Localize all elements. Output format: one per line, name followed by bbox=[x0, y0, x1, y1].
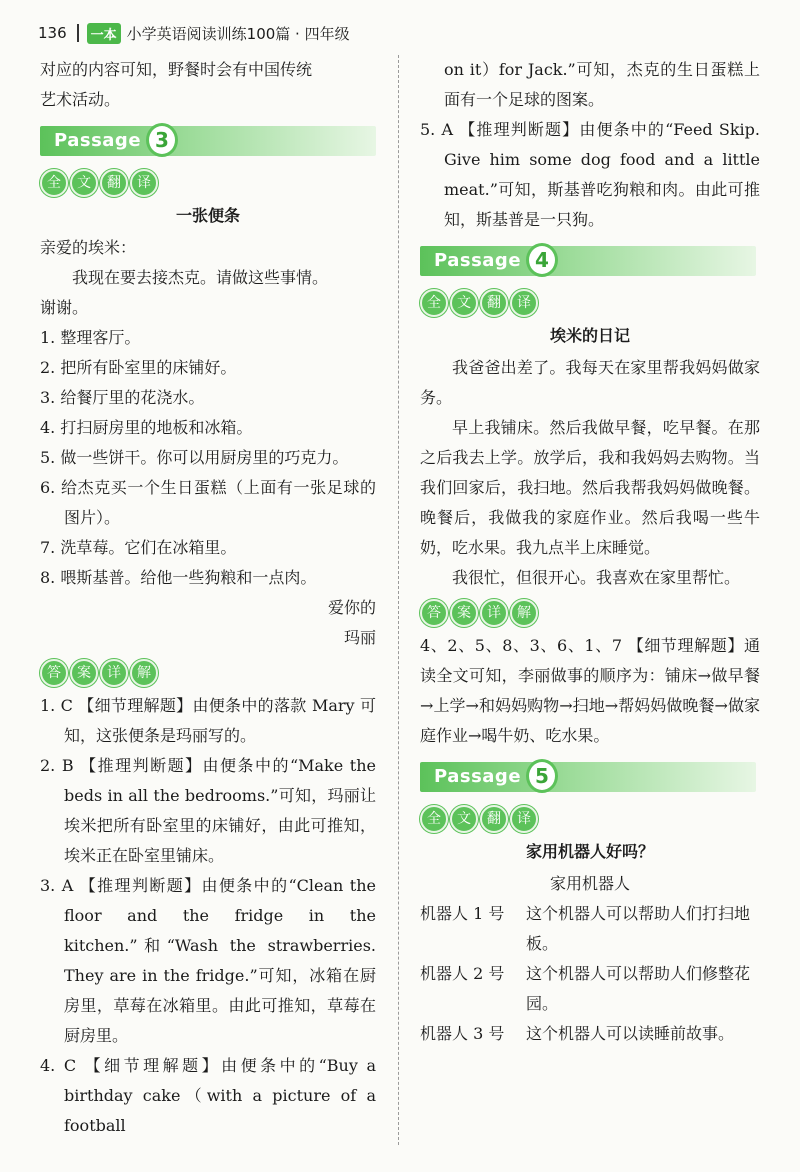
passage-label: Passage bbox=[54, 130, 142, 151]
robot-text: 这个机器人可以帮助人们修整花园。 bbox=[526, 964, 751, 1013]
answer-item: 3. A 【推理判断题】由便条中的“Clean the floor and the fridge in the kitchen.”和“Wash the strawberries. They are in the fridge.”可知，冰箱在厨房里，草莓在冰箱里。由此可推知，草莓在厨房里。 bbox=[40, 876, 376, 1045]
diary-paragraph: 我爸爸出差了。我每天在家里帮我妈妈做家务。 bbox=[420, 358, 760, 407]
robot-subtitle: 家用机器人 bbox=[549, 874, 630, 893]
robot-label: 机器人 3 号 bbox=[420, 1024, 505, 1043]
robot-label: 机器人 2 号 bbox=[420, 964, 505, 983]
badge-char: 案 bbox=[70, 659, 98, 687]
column-divider bbox=[398, 55, 399, 1145]
robot-text: 这个机器人可以读睡前故事。 bbox=[526, 1024, 735, 1043]
passage-label: Passage bbox=[434, 250, 522, 271]
page-header bbox=[38, 20, 350, 46]
answer-item: 4、2、5、8、3、6、1、7 【细节理解题】通读全文可知，李丽做事的顺序为：铺床→做早餐→上学→和妈妈购物→扫地→帮妈妈做晚餐→做家庭作业→喝牛奶、吃水果。 bbox=[420, 636, 760, 745]
translation-badge bbox=[420, 805, 760, 833]
badge-char: 解 bbox=[130, 659, 158, 687]
passage-5-heading bbox=[420, 759, 760, 795]
badge-char: 案 bbox=[450, 599, 478, 627]
list-item: 1. 整理客厅。 bbox=[40, 328, 141, 347]
list-item: 5. 做一些饼干。你可以用厨房里的巧克力。 bbox=[40, 448, 349, 467]
passage-label: Passage bbox=[434, 766, 522, 787]
answer-continuation: on it）for Jack.”可知，杰克的生日蛋糕上面有一个足球的图案。 bbox=[444, 60, 760, 109]
translation-badge bbox=[40, 169, 376, 197]
badge-char: 详 bbox=[100, 659, 128, 687]
note-signature: 玛丽 bbox=[343, 628, 376, 647]
badge-char: 答 bbox=[420, 599, 448, 627]
list-item: 2. 把所有卧室里的床铺好。 bbox=[40, 358, 237, 377]
brand-logo: 一本 bbox=[87, 23, 121, 44]
list-item: 6. 给杰克买一个生日蛋糕（上面有一张足球的图片）。 bbox=[40, 478, 376, 527]
note-closing: 爱你的 bbox=[327, 598, 376, 617]
answer-item: 1. C 【细节理解题】由便条中的落款 Mary 可知，这张便条是玛丽写的。 bbox=[40, 696, 376, 745]
robot-label: 机器人 1 号 bbox=[420, 904, 505, 923]
answer-item: 2. B 【推理判断题】由便条中的“Make the beds in all the bedrooms.”可知，玛丽让埃米把所有卧室里的床铺好，由此可推知，埃米正在卧室里铺床。 bbox=[40, 756, 376, 865]
list-item: 3. 给餐厅里的花浇水。 bbox=[40, 388, 205, 407]
badge-char: 详 bbox=[480, 599, 508, 627]
badge-char: 全 bbox=[420, 289, 448, 317]
passage-number: 5 bbox=[526, 759, 558, 793]
list-item: 8. 喂斯基普。给他一些狗粮和一点肉。 bbox=[40, 568, 317, 587]
badge-char: 答 bbox=[40, 659, 68, 687]
badge-char: 文 bbox=[450, 289, 478, 317]
right-column bbox=[420, 55, 760, 1049]
badge-char: 解 bbox=[510, 599, 538, 627]
robot-row bbox=[420, 959, 760, 1019]
diary-paragraph: 早上我铺床。然后我做早餐，吃早餐。在那之后我去上学。放学后，我和我妈妈去购物。当我们回家后，我扫地。然后我帮我妈妈做晚餐。晚餐后，我做我的家庭作业。然后我喝一些牛奶，吃水果。我九点半上床睡觉。 bbox=[420, 418, 760, 557]
badge-char: 翻 bbox=[480, 805, 508, 833]
badge-char: 文 bbox=[70, 169, 98, 197]
badge-char: 译 bbox=[510, 289, 538, 317]
badge-char: 翻 bbox=[480, 289, 508, 317]
intro-line-1: 对应的内容可知，野餐时会有中国传统 bbox=[40, 60, 313, 79]
list-item: 4. 打扫厨房里的地板和冰箱。 bbox=[40, 418, 253, 437]
passage-3-heading bbox=[40, 123, 376, 159]
note-greeting: 亲爱的埃米： bbox=[40, 238, 137, 257]
list-item: 7. 洗草莓。它们在冰箱里。 bbox=[40, 538, 237, 557]
badge-char: 全 bbox=[40, 169, 68, 197]
badge-char: 译 bbox=[510, 805, 538, 833]
translation-badge bbox=[420, 289, 760, 317]
header-divider bbox=[77, 24, 79, 42]
passage-4-heading bbox=[420, 243, 760, 279]
book-title: 小学英语阅读训练100篇 · 四年级 bbox=[126, 24, 350, 43]
diary-title: 埃米的日记 bbox=[549, 326, 630, 345]
badge-char: 翻 bbox=[100, 169, 128, 197]
note-title: 一张便条 bbox=[175, 206, 240, 225]
answer-item: 4. C 【细节理解题】由便条中的“Buy a birthday cake（with a picture of a football bbox=[40, 1056, 376, 1135]
page-number: 136 bbox=[38, 24, 67, 42]
intro-line-2: 艺术活动。 bbox=[40, 90, 121, 109]
answer-item: 5. A 【推理判断题】由便条中的“Feed Skip. Give him some dog food and a little meat.”可知，斯基普吃狗粮和肉。由此可推知，斯基普是一只狗。 bbox=[420, 120, 760, 229]
passage-number: 4 bbox=[526, 243, 558, 277]
note-thanks: 谢谢。 bbox=[40, 298, 89, 317]
diary-paragraph: 我很忙，但很开心。我喜欢在家里帮忙。 bbox=[452, 568, 741, 587]
badge-char: 全 bbox=[420, 805, 448, 833]
badge-char: 文 bbox=[450, 805, 478, 833]
note-body: 我现在要去接杰克。请做这些事情。 bbox=[72, 268, 329, 287]
passage-number: 3 bbox=[146, 123, 178, 157]
robot-row bbox=[420, 899, 760, 959]
answers-badge bbox=[40, 659, 376, 687]
answers-badge bbox=[420, 599, 760, 627]
robot-row bbox=[420, 1019, 760, 1049]
badge-char: 译 bbox=[130, 169, 158, 197]
robot-title: 家用机器人好吗？ bbox=[525, 842, 654, 861]
left-column bbox=[40, 55, 376, 1141]
robot-text: 这个机器人可以帮助人们打扫地板。 bbox=[526, 904, 751, 953]
